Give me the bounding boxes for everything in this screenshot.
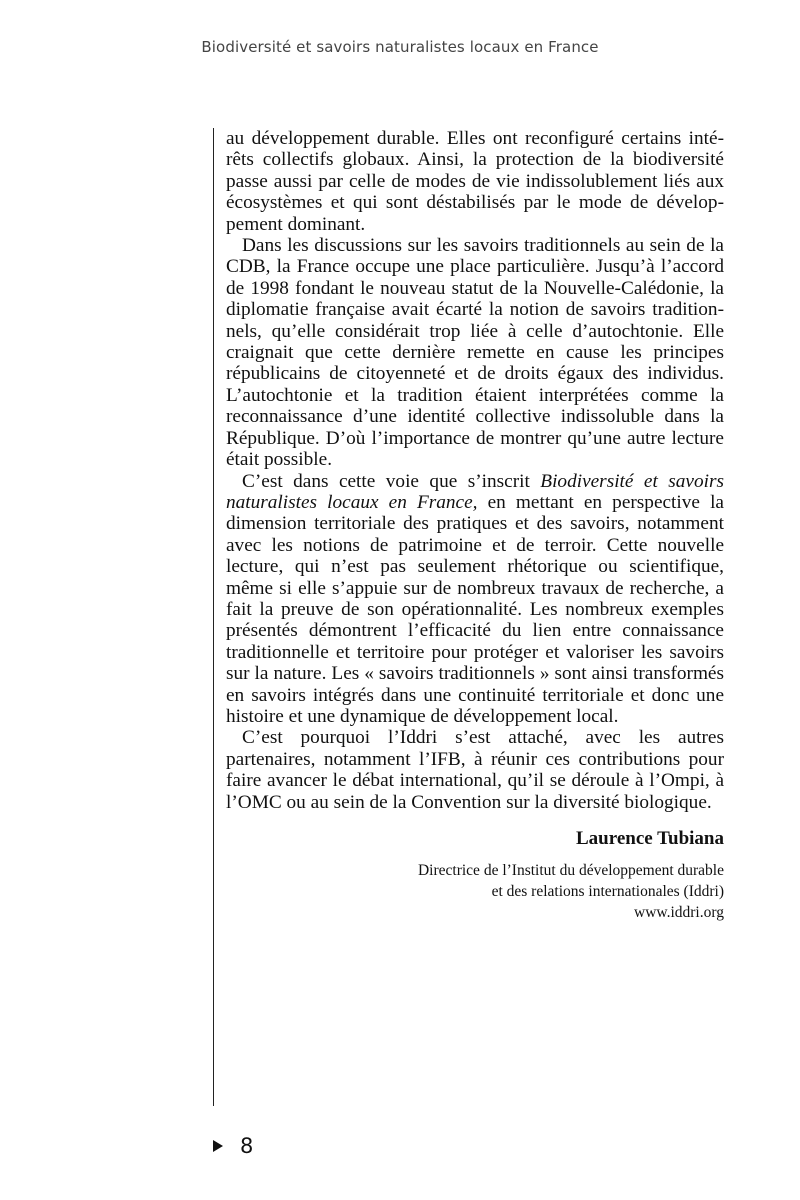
running-head-title: Biodiversité et savoirs naturalistes locaux en France [201,38,599,56]
paragraph-4: C’est pourquoi l’Iddri s’est attaché, avec les autres partenaires, notamment l’IFB, à réunir ces contributions pour faire avancer le débat international, qu’il se déroule à l’Ompi, à l’OMC ou au sein de la Convention sur la diversité biologique. [226,727,724,813]
paragraph-2: Dans les discussions sur les savoirs traditionnels au sein de la CDB, la France occupe une place particulière. Jusqu’à l’accord de 1998 fondant le nouveau statut de la Nouvelle-Calédonie, la diplomatie française avait écarté la notion de savoirs traditionnels, qu’elle considérait trop liée à celle d’autochtonie. Elle craignait que cette dernière remette en cause les principes républicains de citoyenneté et de droits égaux des individus. L’autochtonie et la tradition étaient interprétées comme la reconnaissance d’une identité collective indissoluble dans la République. D’où l’importance de montrer qu’une autre lecture était possible. [226,235,724,471]
signature-block [226,828,724,923]
paragraph-3-rest: en mettant en perspective la dimension territoriale des pratiques et des savoirs, notamment avec les notions de patrimoine et de terroir. Cette nouvelle lecture, qui n’est pas seulement rhétorique ou scientifique, même si elle s’appuie sur de nombreux travaux de recherche, a fait la preuve de son opérationnalité. Les nombreux exemples présentés démontrent l’efficacité du lien entre connaissance traditionnelle et territoire pour protéger et valoriser les savoirs sur la nature. Les « savoirs traditionnels » sont ainsi transformés en savoirs intégrés dans une continuité territoriale et donc une histoire et une dynamique de développement local. [226,491,724,727]
page-number: 8 [240,1134,254,1158]
affiliation-line-2: et des relations internationales (Iddri) [491,883,724,900]
paragraph-1: au développement durable. Elles ont reconfiguré certains intérêts collectifs globaux. Ainsi, la protection de la biodiversité passe aussi par celle de modes de vie indissolublement liés aux écosystèmes et qui sont déstabilisés par le mode de développement dominant. [226,128,724,235]
website-link[interactable]: www.iddri.org [634,904,724,921]
body-text [226,128,724,813]
author-name: Laurence Tubiana [575,828,724,849]
paragraph-3-lead: C’est dans cette voie que s’inscrit [242,470,541,492]
book-title: Biodiversité et savoirs naturalistes locaux en France, [226,470,724,513]
paragraph-3 [226,471,724,728]
triangle-right-icon [213,1140,223,1152]
page-footer [213,1134,253,1158]
affiliation-line-1: Directrice de l’Institut du développement durable [417,862,724,879]
margin-rule [213,128,214,1106]
